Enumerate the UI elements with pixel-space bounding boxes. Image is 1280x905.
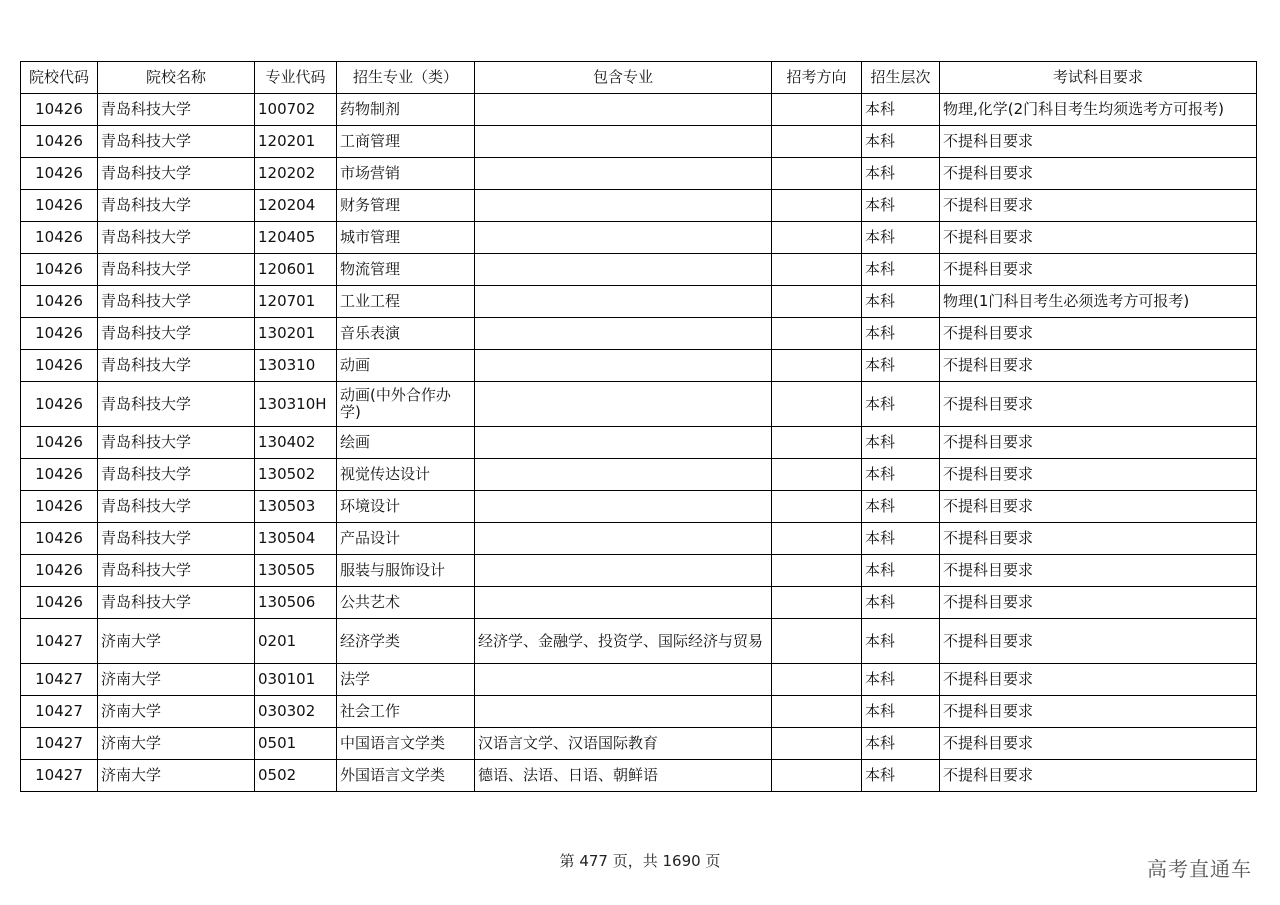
cell-major-code: 130504 [255, 523, 337, 555]
cell-major: 法学 [337, 664, 475, 696]
cell-includes [475, 350, 772, 382]
cell-major: 药物制剂 [337, 94, 475, 126]
cell-school-name: 青岛科技大学 [98, 94, 255, 126]
cell-level: 本科 [862, 94, 940, 126]
cell-level: 本科 [862, 190, 940, 222]
cell-includes [475, 382, 772, 427]
cell-direction [772, 318, 862, 350]
table-row [21, 491, 1257, 523]
cell-level: 本科 [862, 619, 940, 664]
table-row [21, 760, 1257, 792]
table-row [21, 190, 1257, 222]
cell-direction [772, 254, 862, 286]
table-row [21, 286, 1257, 318]
table-body [21, 94, 1257, 792]
cell-major: 中国语言文学类 [337, 728, 475, 760]
cell-major-code: 130503 [255, 491, 337, 523]
cell-school-code: 10426 [21, 491, 98, 523]
cell-direction [772, 459, 862, 491]
cell-major-code: 130201 [255, 318, 337, 350]
cell-requirement: 不提科目要求 [940, 523, 1257, 555]
cell-school-name: 青岛科技大学 [98, 126, 255, 158]
cell-direction [772, 619, 862, 664]
table-row [21, 728, 1257, 760]
header-direction: 招考方向 [772, 62, 862, 94]
cell-major: 服装与服饰设计 [337, 555, 475, 587]
cell-level: 本科 [862, 382, 940, 427]
cell-school-code: 10426 [21, 382, 98, 427]
cell-school-code: 10426 [21, 158, 98, 190]
cell-school-code: 10426 [21, 126, 98, 158]
cell-includes [475, 459, 772, 491]
cell-major: 经济学类 [337, 619, 475, 664]
cell-school-name: 青岛科技大学 [98, 587, 255, 619]
cell-requirement: 不提科目要求 [940, 318, 1257, 350]
cell-level: 本科 [862, 126, 940, 158]
cell-requirement: 不提科目要求 [940, 126, 1257, 158]
cell-school-code: 10426 [21, 427, 98, 459]
cell-requirement: 不提科目要求 [940, 619, 1257, 664]
cell-requirement: 不提科目要求 [940, 427, 1257, 459]
header-school-code: 院校代码 [21, 62, 98, 94]
cell-major: 市场营销 [337, 158, 475, 190]
cell-school-name: 青岛科技大学 [98, 158, 255, 190]
cell-school-code: 10426 [21, 459, 98, 491]
cell-school-code: 10427 [21, 619, 98, 664]
cell-direction [772, 286, 862, 318]
cell-school-name: 济南大学 [98, 664, 255, 696]
cell-major-code: 120201 [255, 126, 337, 158]
cell-major: 产品设计 [337, 523, 475, 555]
cell-school-name: 青岛科技大学 [98, 254, 255, 286]
cell-major: 城市管理 [337, 222, 475, 254]
cell-level: 本科 [862, 459, 940, 491]
cell-level: 本科 [862, 728, 940, 760]
cell-school-name: 青岛科技大学 [98, 427, 255, 459]
cell-school-code: 10427 [21, 664, 98, 696]
table-row [21, 254, 1257, 286]
cell-level: 本科 [862, 222, 940, 254]
cell-major: 物流管理 [337, 254, 475, 286]
cell-direction [772, 350, 862, 382]
cell-major-code: 0502 [255, 760, 337, 792]
cell-major-code: 130502 [255, 459, 337, 491]
cell-requirement: 不提科目要求 [940, 222, 1257, 254]
cell-includes [475, 523, 772, 555]
table-row [21, 222, 1257, 254]
cell-major-code: 030101 [255, 664, 337, 696]
table-row [21, 382, 1257, 427]
table-row [21, 696, 1257, 728]
cell-school-name: 济南大学 [98, 696, 255, 728]
cell-includes [475, 427, 772, 459]
cell-school-code: 10426 [21, 222, 98, 254]
cell-major: 音乐表演 [337, 318, 475, 350]
cell-school-code: 10426 [21, 190, 98, 222]
cell-level: 本科 [862, 427, 940, 459]
cell-major: 绘画 [337, 427, 475, 459]
cell-school-name: 青岛科技大学 [98, 523, 255, 555]
cell-major-code: 0501 [255, 728, 337, 760]
cell-direction [772, 427, 862, 459]
cell-includes: 德语、法语、日语、朝鲜语 [475, 760, 772, 792]
table-row [21, 350, 1257, 382]
cell-level: 本科 [862, 523, 940, 555]
cell-major-code: 120204 [255, 190, 337, 222]
cell-requirement: 物理(1门科目考生必须选考方可报考) [940, 286, 1257, 318]
cell-requirement: 不提科目要求 [940, 696, 1257, 728]
cell-school-name: 青岛科技大学 [98, 382, 255, 427]
cell-direction [772, 664, 862, 696]
cell-includes [475, 190, 772, 222]
cell-school-code: 10426 [21, 350, 98, 382]
cell-school-code: 10427 [21, 696, 98, 728]
cell-major: 动画(中外合作办学) [337, 382, 475, 427]
cell-major: 公共艺术 [337, 587, 475, 619]
cell-requirement: 不提科目要求 [940, 587, 1257, 619]
cell-school-code: 10427 [21, 728, 98, 760]
cell-direction [772, 126, 862, 158]
table-row [21, 318, 1257, 350]
cell-level: 本科 [862, 696, 940, 728]
table-row [21, 523, 1257, 555]
cell-requirement: 不提科目要求 [940, 728, 1257, 760]
table-row [21, 94, 1257, 126]
cell-level: 本科 [862, 254, 940, 286]
cell-includes [475, 254, 772, 286]
cell-includes [475, 696, 772, 728]
cell-major-code: 130310 [255, 350, 337, 382]
cell-requirement: 不提科目要求 [940, 382, 1257, 427]
cell-school-code: 10426 [21, 94, 98, 126]
header-requirement: 考试科目要求 [940, 62, 1257, 94]
cell-requirement: 物理,化学(2门科目考生均须选考方可报考) [940, 94, 1257, 126]
cell-school-name: 济南大学 [98, 760, 255, 792]
cell-requirement: 不提科目要求 [940, 190, 1257, 222]
cell-major-code: 130402 [255, 427, 337, 459]
table-row [21, 427, 1257, 459]
cell-includes [475, 126, 772, 158]
header-includes: 包含专业 [475, 62, 772, 94]
cell-major: 工商管理 [337, 126, 475, 158]
cell-major: 工业工程 [337, 286, 475, 318]
cell-major-code: 120405 [255, 222, 337, 254]
cell-requirement: 不提科目要求 [940, 760, 1257, 792]
cell-major: 视觉传达设计 [337, 459, 475, 491]
cell-school-code: 10426 [21, 587, 98, 619]
cell-direction [772, 382, 862, 427]
cell-school-name: 青岛科技大学 [98, 318, 255, 350]
cell-direction [772, 760, 862, 792]
cell-level: 本科 [862, 158, 940, 190]
cell-major-code: 130505 [255, 555, 337, 587]
cell-direction [772, 523, 862, 555]
cell-direction [772, 728, 862, 760]
page-footer: 第 477 页，共 1690 页 [559, 852, 721, 870]
cell-major-code: 130310H [255, 382, 337, 427]
cell-level: 本科 [862, 664, 940, 696]
cell-level: 本科 [862, 555, 940, 587]
table-row [21, 126, 1257, 158]
cell-major-code: 100702 [255, 94, 337, 126]
cell-school-code: 10426 [21, 555, 98, 587]
cell-direction [772, 190, 862, 222]
cell-major: 社会工作 [337, 696, 475, 728]
cell-requirement: 不提科目要求 [940, 459, 1257, 491]
cell-direction [772, 491, 862, 523]
cell-major-code: 120601 [255, 254, 337, 286]
cell-school-code: 10426 [21, 318, 98, 350]
cell-major-code: 130506 [255, 587, 337, 619]
cell-includes [475, 222, 772, 254]
cell-includes: 经济学、金融学、投资学、国际经济与贸易 [475, 619, 772, 664]
cell-major-code: 120701 [255, 286, 337, 318]
cell-level: 本科 [862, 587, 940, 619]
cell-requirement: 不提科目要求 [940, 491, 1257, 523]
cell-level: 本科 [862, 318, 940, 350]
cell-requirement: 不提科目要求 [940, 555, 1257, 587]
cell-school-name: 青岛科技大学 [98, 350, 255, 382]
cell-includes [475, 158, 772, 190]
cell-major-code: 030302 [255, 696, 337, 728]
cell-level: 本科 [862, 760, 940, 792]
cell-requirement: 不提科目要求 [940, 350, 1257, 382]
cell-includes [475, 94, 772, 126]
cell-direction [772, 222, 862, 254]
cell-school-code: 10426 [21, 254, 98, 286]
cell-includes [475, 555, 772, 587]
cell-direction [772, 555, 862, 587]
cell-school-name: 青岛科技大学 [98, 286, 255, 318]
watermark: 高考直通车 [1147, 857, 1252, 881]
cell-major-code: 0201 [255, 619, 337, 664]
cell-major: 动画 [337, 350, 475, 382]
cell-school-code: 10427 [21, 760, 98, 792]
table-row [21, 664, 1257, 696]
cell-direction [772, 587, 862, 619]
cell-school-name: 青岛科技大学 [98, 222, 255, 254]
cell-school-name: 青岛科技大学 [98, 555, 255, 587]
table-row [21, 587, 1257, 619]
cell-includes [475, 318, 772, 350]
cell-level: 本科 [862, 491, 940, 523]
cell-direction [772, 696, 862, 728]
header-level: 招生层次 [862, 62, 940, 94]
table-row [21, 158, 1257, 190]
cell-includes [475, 587, 772, 619]
table-row [21, 459, 1257, 491]
header-major: 招生专业（类） [337, 62, 475, 94]
cell-includes [475, 664, 772, 696]
cell-requirement: 不提科目要求 [940, 254, 1257, 286]
table-row [21, 619, 1257, 664]
cell-level: 本科 [862, 350, 940, 382]
header-school-name: 院校名称 [98, 62, 255, 94]
cell-school-code: 10426 [21, 523, 98, 555]
cell-major: 外国语言文学类 [337, 760, 475, 792]
cell-school-name: 青岛科技大学 [98, 190, 255, 222]
cell-requirement: 不提科目要求 [940, 158, 1257, 190]
admissions-table [20, 61, 1257, 792]
cell-includes: 汉语言文学、汉语国际教育 [475, 728, 772, 760]
cell-school-name: 济南大学 [98, 728, 255, 760]
cell-school-name: 青岛科技大学 [98, 459, 255, 491]
cell-direction [772, 158, 862, 190]
cell-includes [475, 286, 772, 318]
cell-direction [772, 94, 862, 126]
cell-requirement: 不提科目要求 [940, 664, 1257, 696]
cell-school-name: 青岛科技大学 [98, 491, 255, 523]
cell-school-name: 济南大学 [98, 619, 255, 664]
cell-major-code: 120202 [255, 158, 337, 190]
cell-school-code: 10426 [21, 286, 98, 318]
table-row [21, 555, 1257, 587]
header-row [21, 62, 1257, 94]
cell-level: 本科 [862, 286, 940, 318]
cell-includes [475, 491, 772, 523]
cell-major: 环境设计 [337, 491, 475, 523]
header-major-code: 专业代码 [255, 62, 337, 94]
cell-major: 财务管理 [337, 190, 475, 222]
